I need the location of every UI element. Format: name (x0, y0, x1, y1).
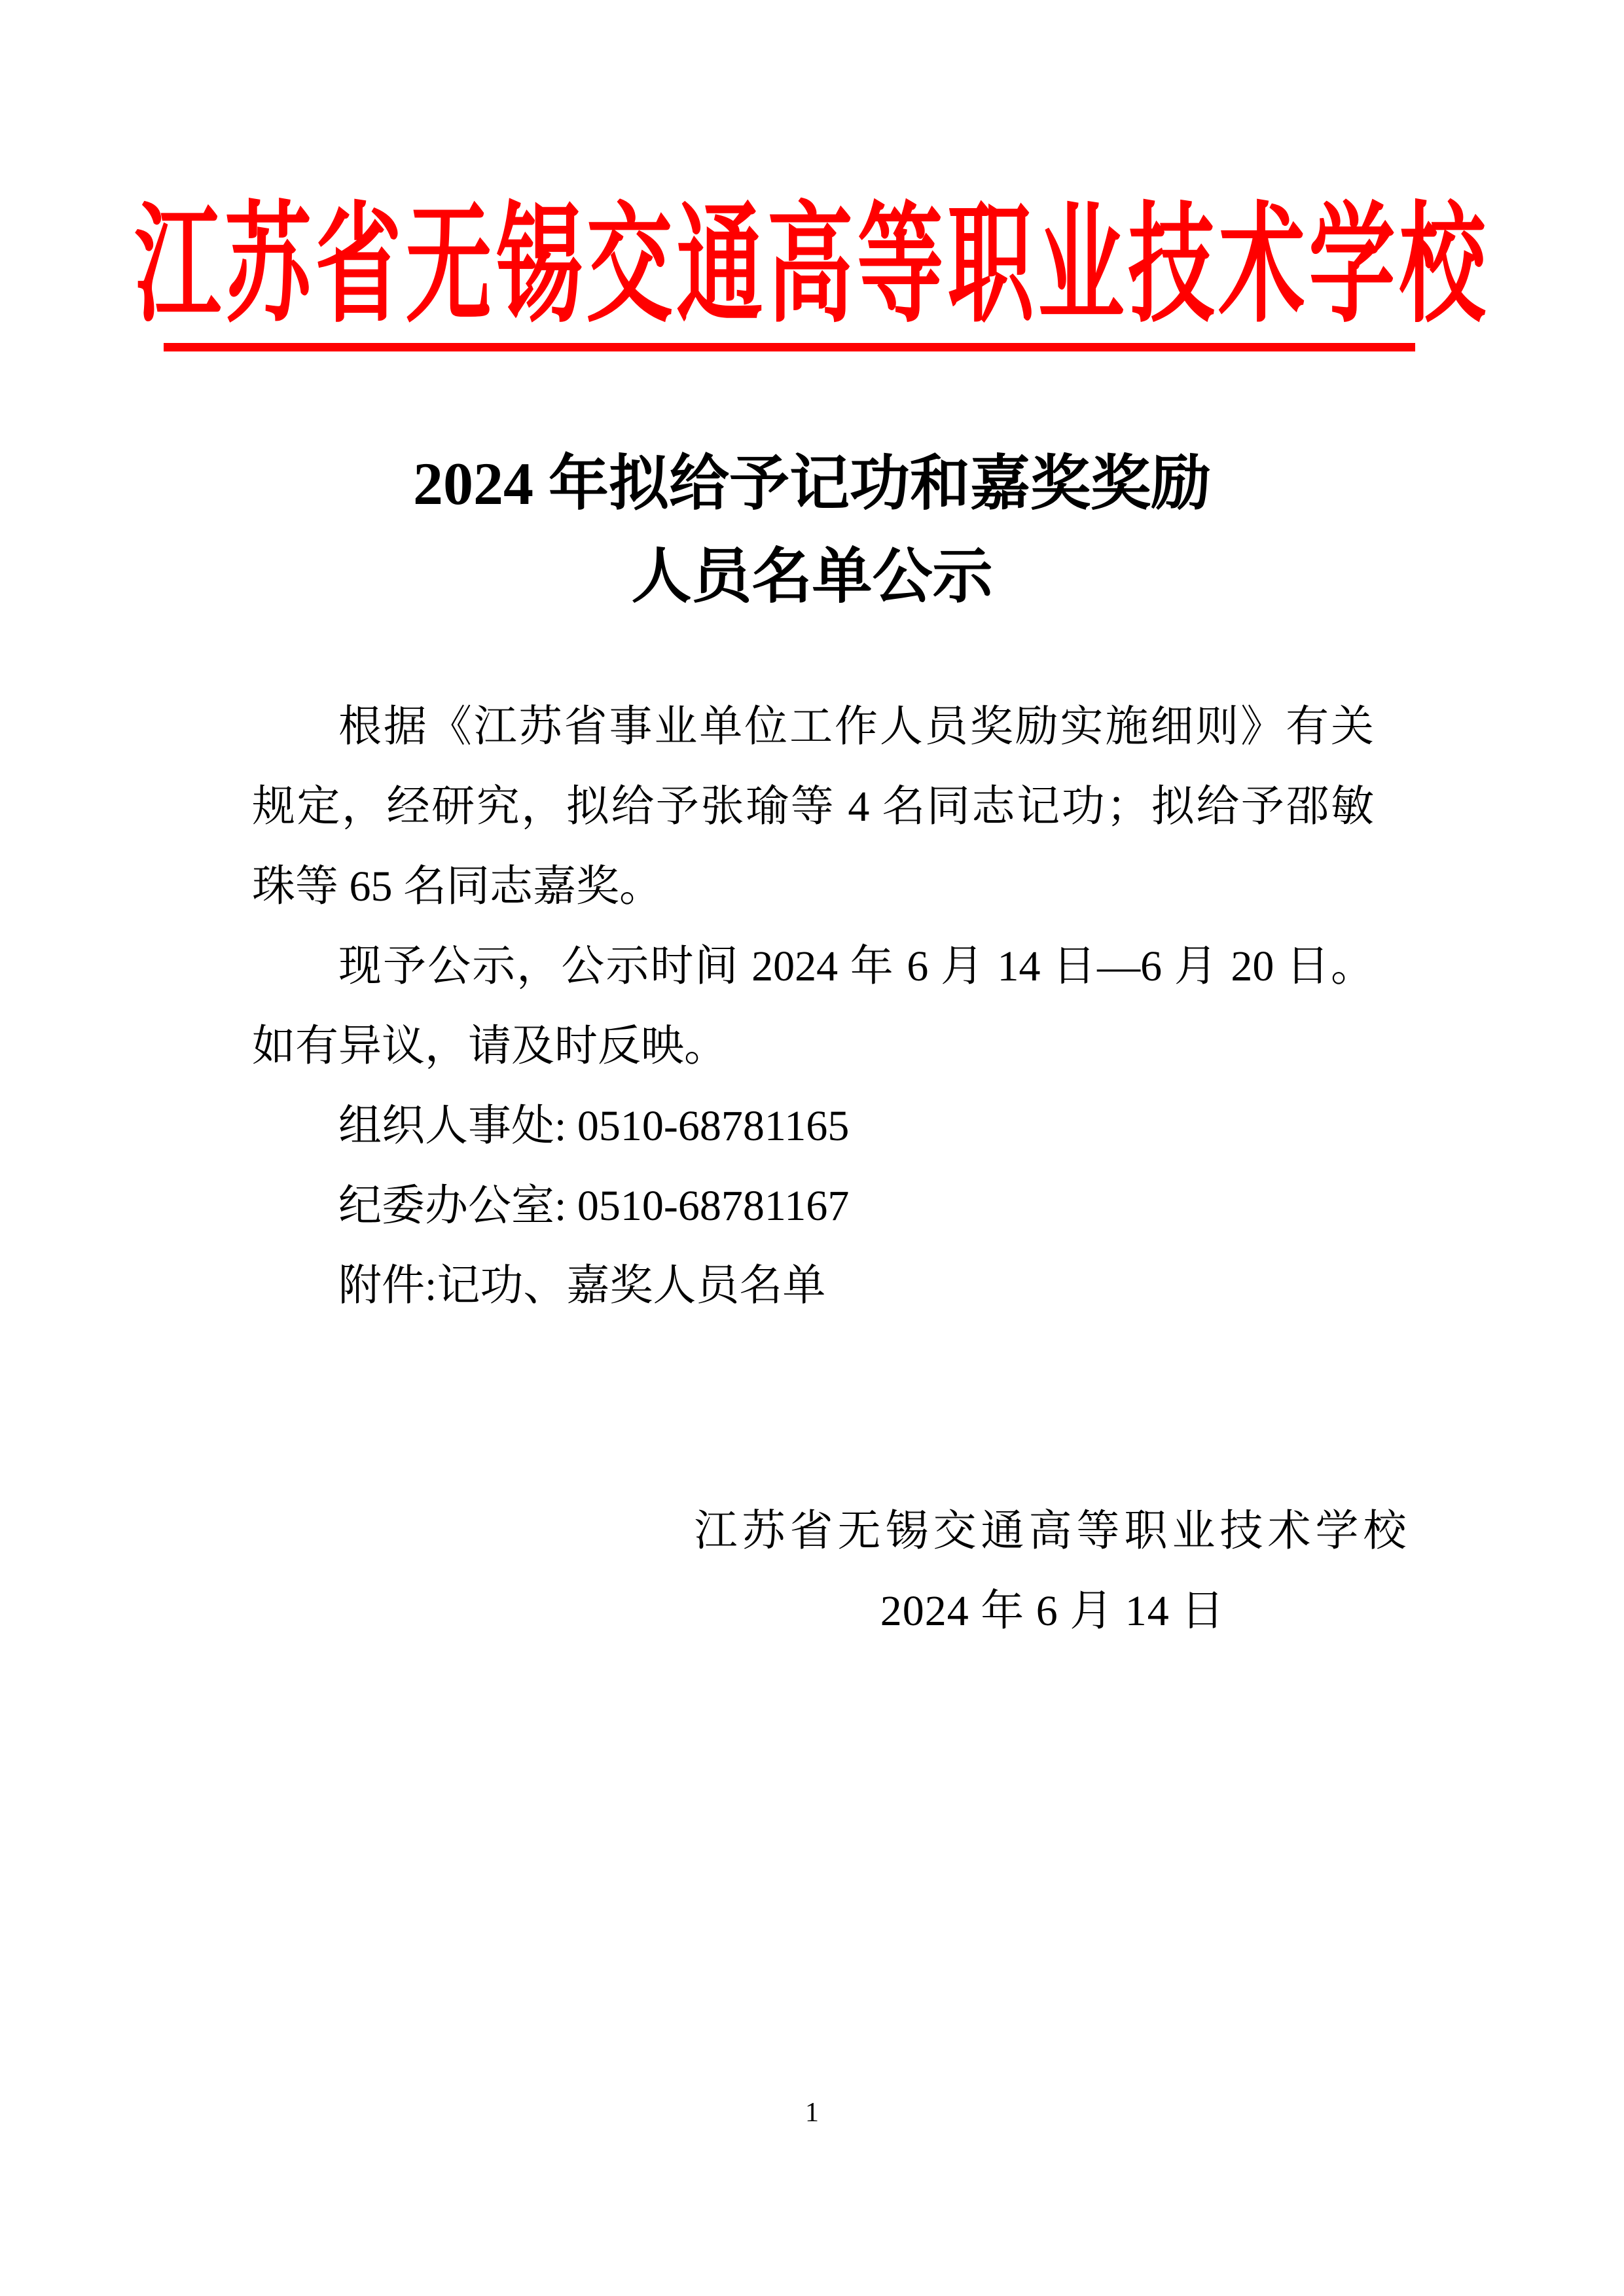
body-paragraph-publicity-period: 现予公示，公示时间 2024 年 6 月 14 日—6 月 20 日。如有异议，请及时反映。 (252, 942, 1374, 1070)
school-name-masthead: 江苏省无锡交通高等职业技术学校 (134, 194, 1490, 338)
page-number: 1 (805, 2098, 819, 2128)
contact-line-personnel-office: 组织人事处: 0510-68781165 (338, 1102, 850, 1150)
signature-date: 2024 年 6 月 14 日 (880, 1587, 1225, 1635)
attachment-line: 附件:记功、嘉奖人员名单 (338, 1262, 826, 1310)
document-body (252, 687, 1374, 1326)
contact-line-discipline-office: 纪委办公室: 0510-68781167 (338, 1182, 850, 1230)
document-title-line2: 人员名单公示 (631, 543, 993, 610)
signature-block (594, 1492, 1511, 1651)
masthead-divider-rule (164, 343, 1415, 351)
body-paragraph-basis: 根据《江苏省事业单位工作人员奖励实施细则》有关规定，经研究，拟给予张瑜等 4 名同志记功；拟给予邵敏珠等 65 名同志嘉奖。 (252, 703, 1374, 910)
signature-organization: 江苏省无锡交通高等职业技术学校 (694, 1507, 1411, 1555)
masthead (0, 194, 1624, 338)
document-title-line1: 2024 年拟给予记功和嘉奖奖励 (412, 450, 1211, 517)
document-title (0, 437, 1624, 623)
